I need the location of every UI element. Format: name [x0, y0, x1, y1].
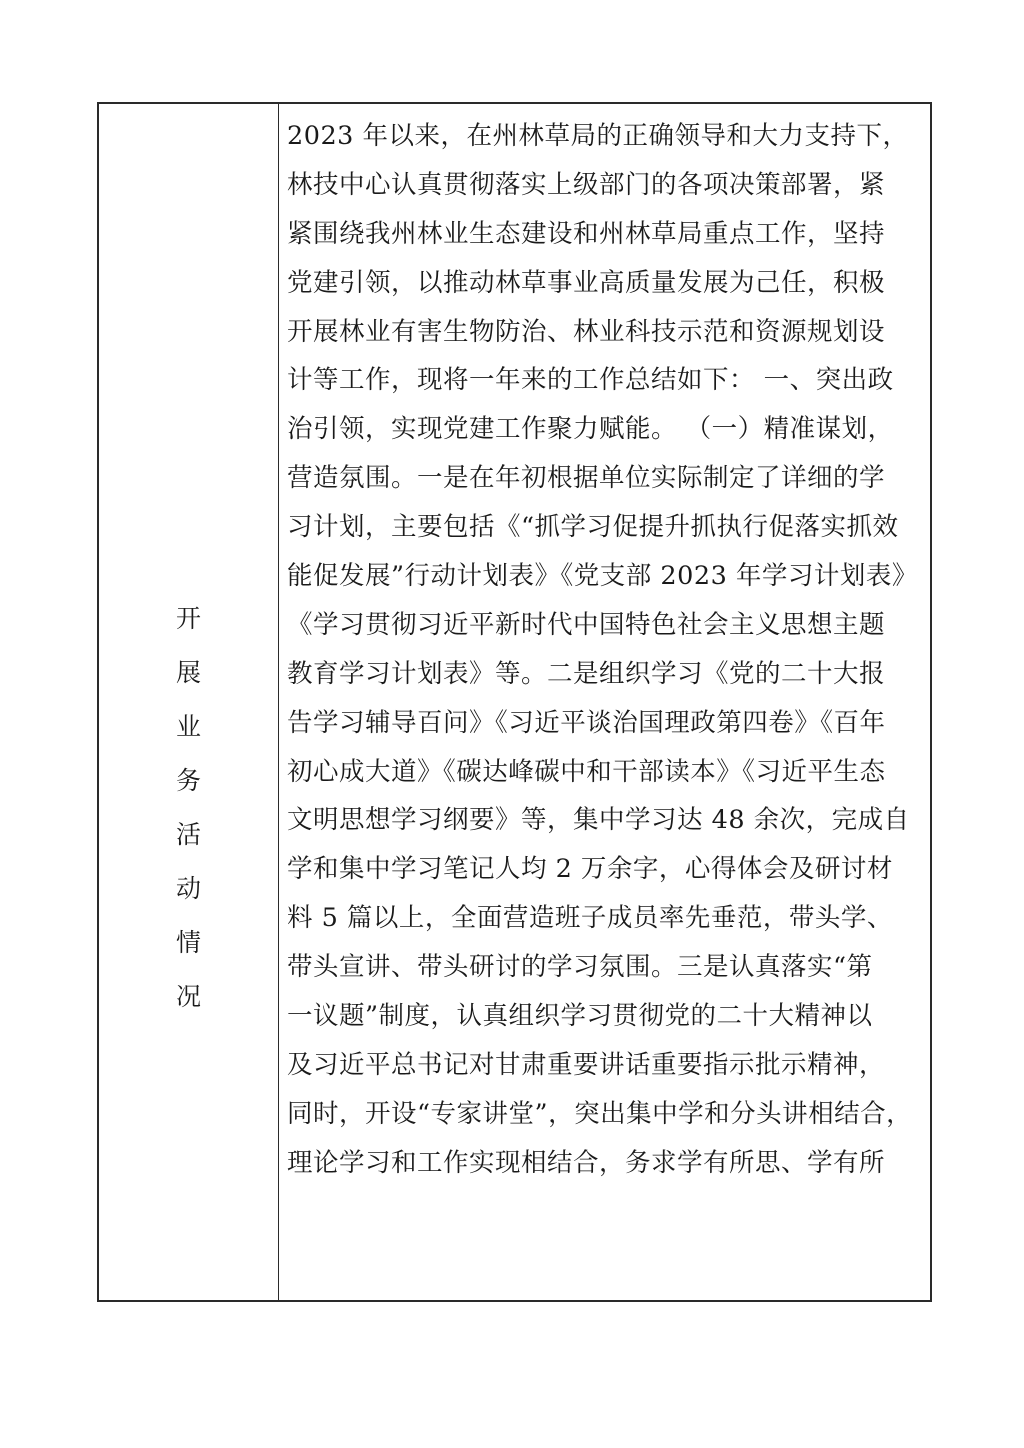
row-label-char: 况	[175, 982, 201, 1011]
text-line: 一议题”制度，认真组织学习贯彻党的二十大精神以	[287, 1001, 873, 1032]
text-line: 同时，开设“专家讲堂”，突出集中学和分头讲相结合，	[287, 1098, 913, 1129]
text-line: 2023 年以来，在州林草局的正确领导和大力支持下，	[287, 121, 909, 151]
text-line: 初心成大道》《碳达峰碳中和干部读本》《习近平生态	[287, 756, 886, 787]
text-line: 料 5 篇以上，全面营造班子成员率先垂范，带头学、	[287, 903, 893, 934]
text-line: 告学习辅导百问》《习近平谈治国理政第四卷》《百年	[287, 707, 886, 738]
text-line: 营造氛围。一是在年初根据单位实际制定了详细的学	[287, 463, 886, 494]
text-line: 教育学习计划表》等。二是组织学习《党的二十大报	[287, 658, 886, 689]
row-label-char: 情	[175, 928, 201, 957]
text-line: 治引领，实现党建工作聚力赋能。 （一）精准谋划，	[287, 414, 894, 445]
row-label-char: 开	[175, 604, 201, 633]
row-label-cell	[99, 104, 279, 1300]
text-line: 文明思想学习纲要》等，集中学习达 48 余次，完成自	[287, 805, 910, 836]
work-summary-text	[287, 112, 927, 1188]
row-label	[99, 592, 278, 1024]
text-line: 学和集中学习笔记人均 2 万余字，心得体会及研讨材	[287, 854, 893, 885]
text-line: 计等工作，现将一年来的工作总结如下： 一、突出政	[287, 365, 894, 396]
text-line: 及习近平总书记对甘肃重要讲话重要指示批示精神，	[287, 1049, 886, 1080]
row-label-char: 动	[175, 874, 201, 903]
text-line: 理论学习和工作实现相结合，务求学有所思、学有所	[287, 1147, 886, 1178]
activity-table	[97, 102, 932, 1302]
text-line: 开展林业有害生物防治、林业科技示范和资源规划设	[287, 316, 886, 347]
text-line: 带头宣讲、带头研讨的学习氛围。三是认真落实“第	[287, 952, 873, 983]
row-content-cell	[279, 104, 930, 1300]
text-line: 林技中心认真贯彻落实上级部门的各项决策部署，紧	[287, 169, 886, 200]
text-line: 能促发展”行动计划表》《党支部 2023 年学习计划表》	[287, 561, 918, 592]
row-label-char: 务	[175, 766, 201, 795]
text-line: 习计划，主要包括《“抓学习促提升抓执行促落实抓效	[287, 512, 899, 543]
text-line: 党建引领，以推动林草事业高质量发展为己任，积极	[287, 267, 886, 298]
row-label-char: 活	[175, 820, 201, 849]
row-label-char: 展	[175, 658, 201, 687]
row-label-char: 业	[175, 712, 201, 741]
text-line: 紧围绕我州林业生态建设和州林草局重点工作，坚持	[287, 218, 886, 249]
text-line: 《学习贯彻习近平新时代中国特色社会主义思想主题	[287, 609, 886, 640]
